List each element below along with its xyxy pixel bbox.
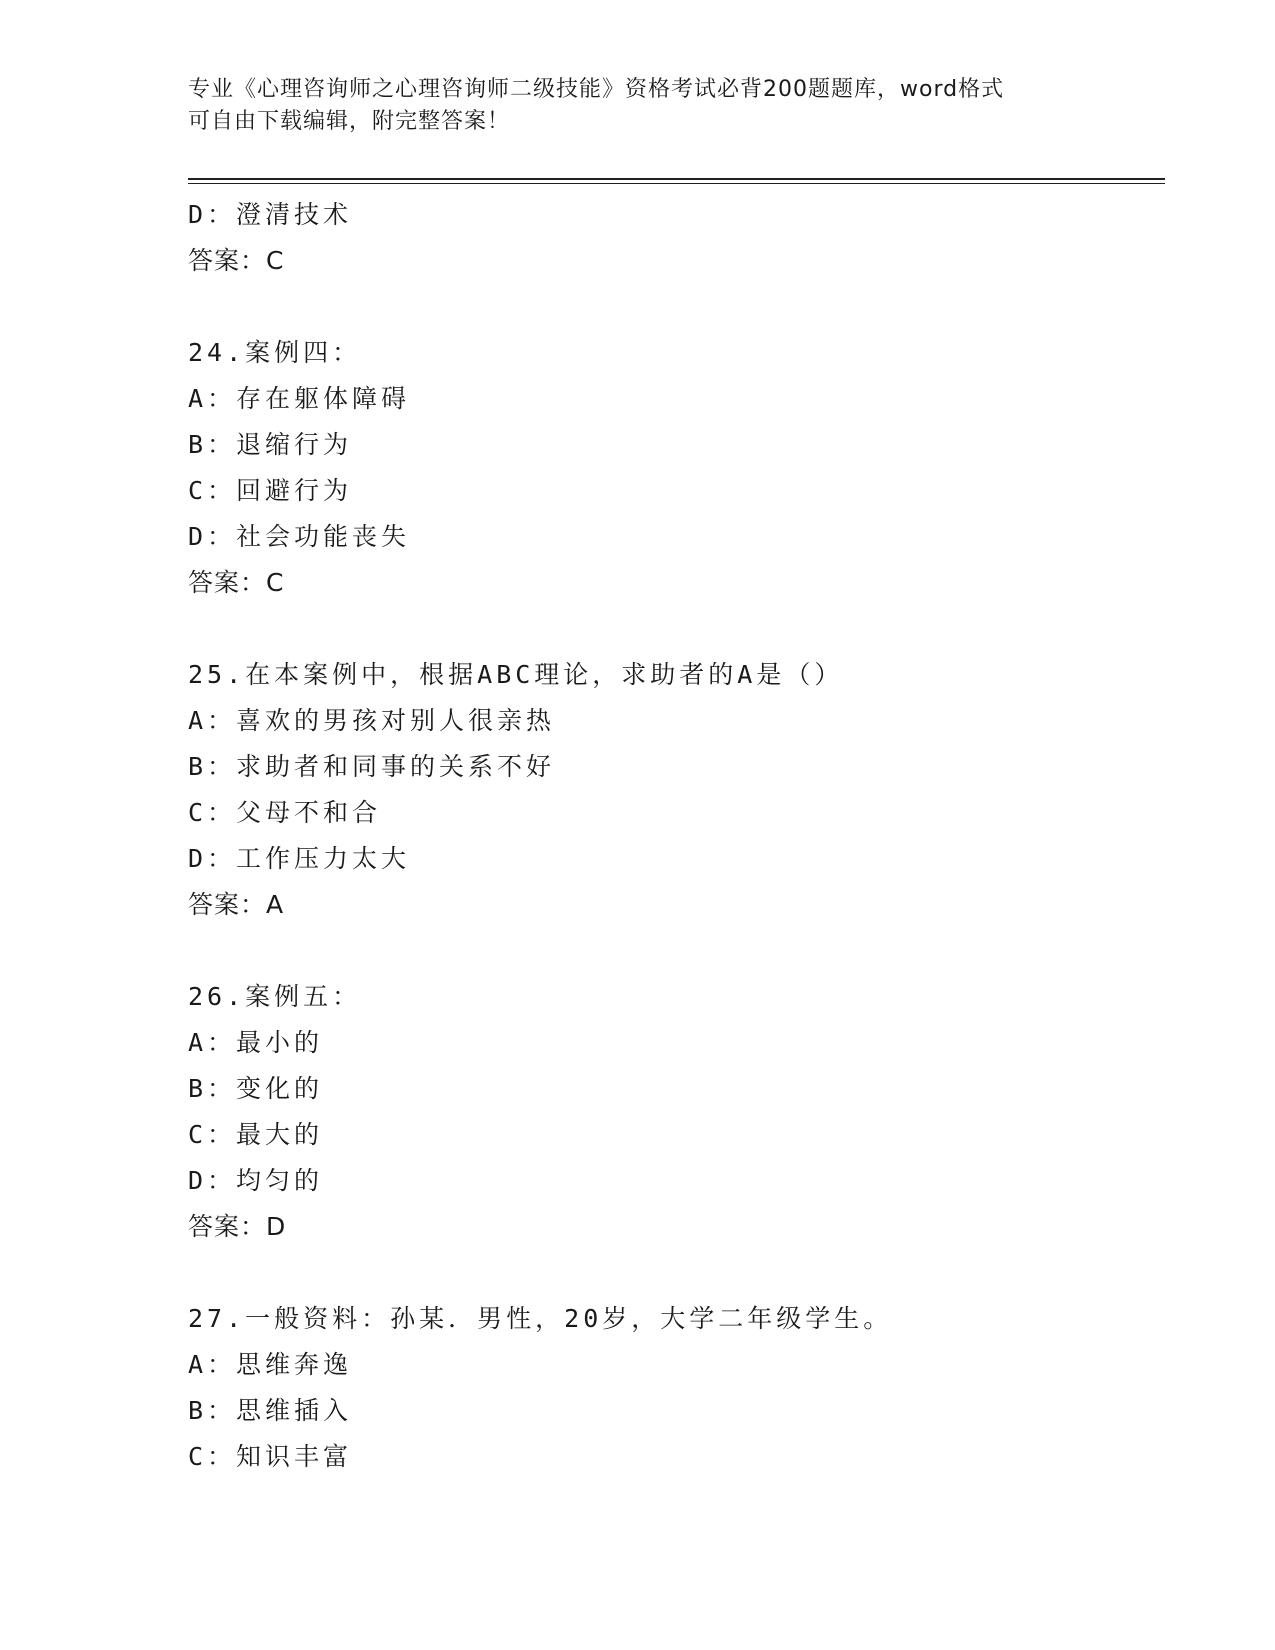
question-25 xyxy=(188,652,1165,928)
question-27 xyxy=(188,1296,1165,1480)
option-d: D：均匀的 xyxy=(188,1166,324,1195)
option-a: A：最小的 xyxy=(188,1028,324,1057)
header-line-1: 专业《心理咨询师之心理咨询师二级技能》资格考试必背200题题库，word格式 xyxy=(188,77,1005,102)
option-c: C：知识丰富 xyxy=(188,1442,353,1471)
question-title: 24.案例四： xyxy=(188,338,362,367)
question-title: 27.一般资料：孙某．男性，20岁，大学二年级学生。 xyxy=(188,1304,893,1333)
question-title: 26.案例五： xyxy=(188,982,362,1011)
answer: 答案：A xyxy=(188,890,285,919)
option-c: C：回避行为 xyxy=(188,476,353,505)
answer: 答案：C xyxy=(188,568,285,597)
question-24 xyxy=(188,330,1165,606)
option-b: B：退缩行为 xyxy=(188,430,353,459)
option-b: B：思维插入 xyxy=(188,1396,353,1425)
prev-option-d: D：澄清技术 xyxy=(188,200,353,229)
option-c: C：最大的 xyxy=(188,1120,324,1149)
spacer xyxy=(188,928,1165,974)
question-26 xyxy=(188,974,1165,1250)
option-c: C：父母不和合 xyxy=(188,798,382,827)
spacer xyxy=(188,606,1165,652)
option-a: A：思维奔逸 xyxy=(188,1350,353,1379)
spacer xyxy=(188,284,1165,330)
option-a: A：喜欢的男孩对别人很亲热 xyxy=(188,706,556,735)
option-a: A：存在躯体障碍 xyxy=(188,384,411,413)
option-b: B：变化的 xyxy=(188,1074,324,1103)
header-divider-thick xyxy=(188,178,1165,180)
header-line-2: 可自由下载编辑，附完整答案！ xyxy=(188,109,511,134)
question-title: 25.在本案例中，根据ABC理论，求助者的A是（） xyxy=(188,660,844,689)
document-body xyxy=(188,192,1165,1480)
prev-answer: 答案：C xyxy=(188,246,285,275)
option-d: D：工作压力太大 xyxy=(188,844,411,873)
option-b: B：求助者和同事的关系不好 xyxy=(188,752,556,781)
header-divider-thin xyxy=(188,183,1165,184)
document-header xyxy=(188,74,1088,138)
spacer xyxy=(188,1250,1165,1296)
option-d: D：社会功能丧失 xyxy=(188,522,411,551)
answer: 答案：D xyxy=(188,1212,287,1241)
